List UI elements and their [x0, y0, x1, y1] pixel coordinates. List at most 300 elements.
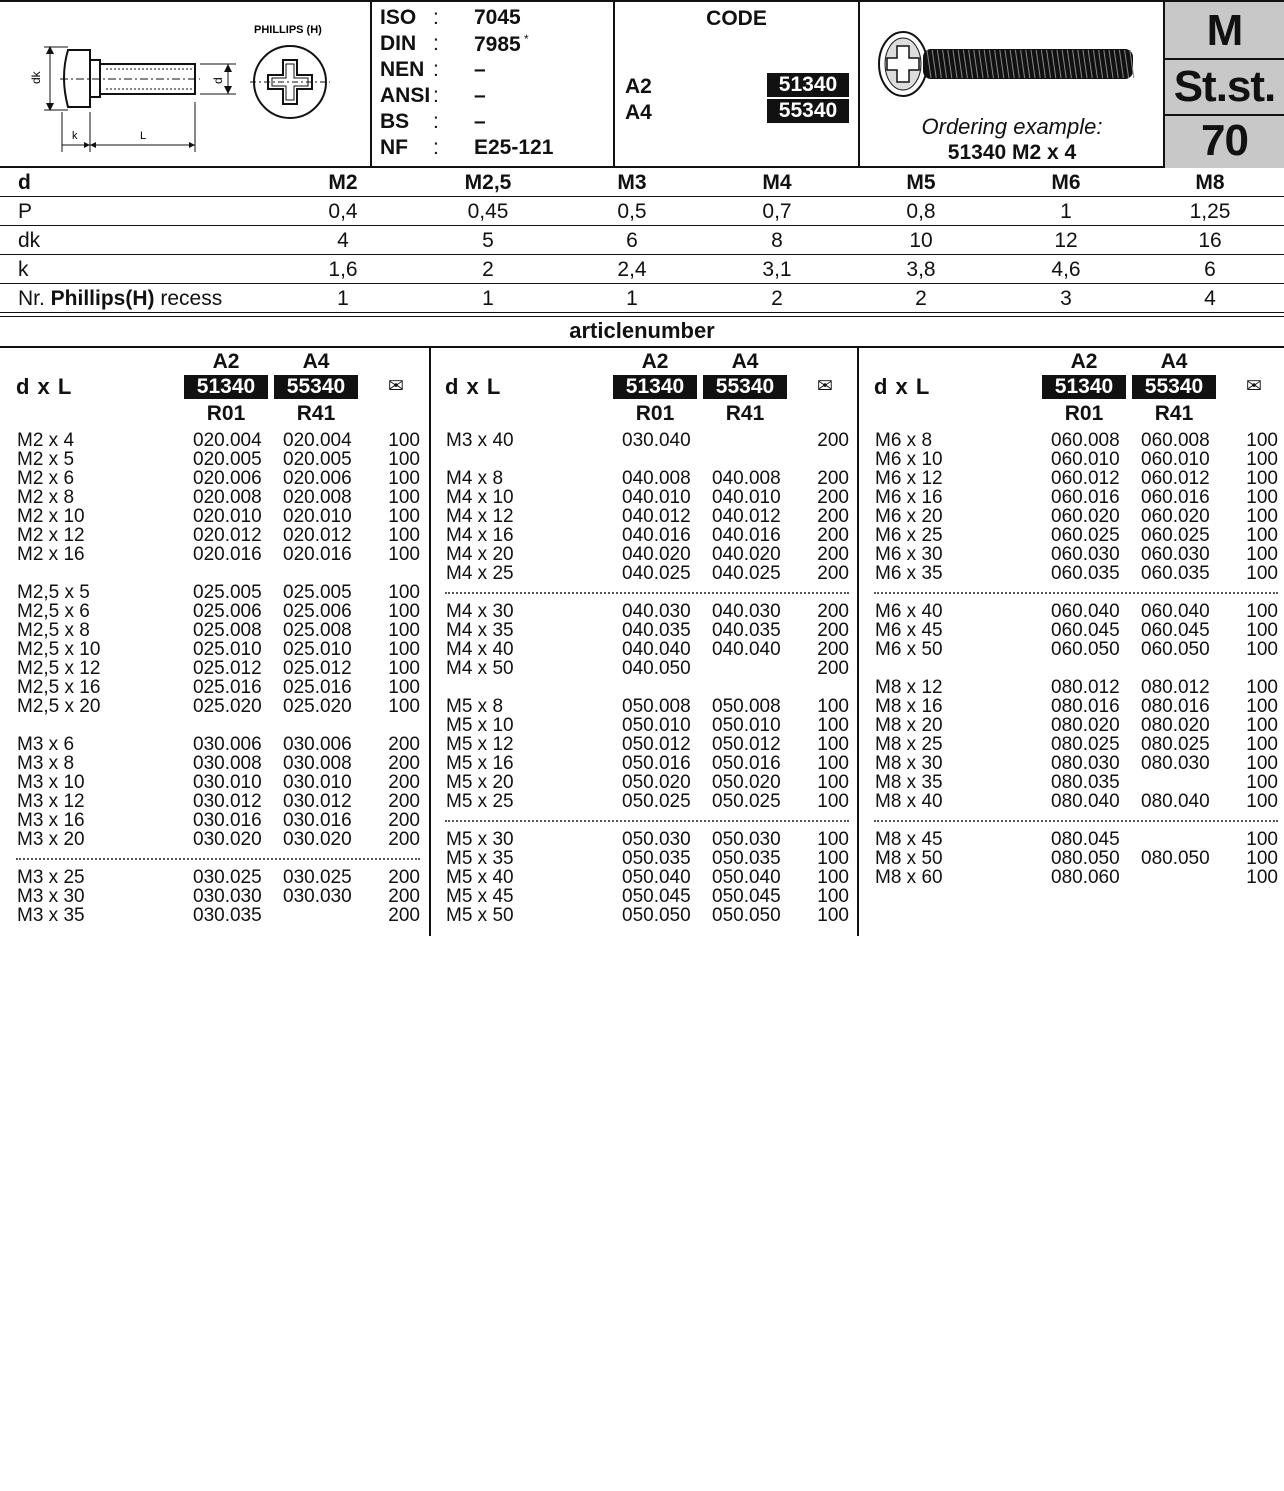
article-row	[429, 621, 855, 640]
article-dxl: M5 x 25	[446, 791, 514, 812]
article-pack-qty: 100	[1246, 677, 1278, 698]
article-dxl: M2,5 x 16	[17, 677, 101, 698]
column-dxl-label: d x L	[445, 374, 502, 399]
code-a4-badge: 55340	[767, 99, 849, 123]
article-pack-qty: 100	[388, 696, 420, 717]
spec-value: 0,4	[328, 200, 358, 223]
article-row	[0, 868, 426, 887]
article-row	[858, 697, 1284, 716]
article-dxl: M5 x 16	[446, 753, 514, 774]
article-a2-number: 050.020	[622, 772, 691, 793]
article-row	[0, 811, 426, 830]
article-a2-number: 030.016	[193, 810, 262, 831]
article-a2-number: 020.016	[193, 544, 262, 565]
article-a4-number: 030.016	[283, 810, 352, 831]
article-pack-qty: 100	[1246, 867, 1278, 888]
article-row	[0, 583, 426, 602]
article-dxl: M4 x 30	[446, 601, 514, 622]
article-row	[858, 773, 1284, 792]
column-dxl-label: d x L	[16, 374, 73, 399]
standard-value: –	[474, 110, 486, 133]
article-a2-number: 080.025	[1051, 734, 1120, 755]
article-a2-number: 080.050	[1051, 848, 1120, 869]
article-pack-qty: 100	[388, 487, 420, 508]
spec-value: 4,6	[1051, 258, 1081, 281]
column-a4-label: A4	[302, 350, 330, 373]
article-a4-number: 020.016	[283, 544, 352, 565]
article-dxl: M6 x 35	[875, 563, 943, 584]
spec-value: 4	[1204, 287, 1216, 310]
article-a2-number: 020.004	[193, 430, 262, 451]
article-a2-number: 025.010	[193, 639, 262, 660]
spec-value: 5	[482, 229, 494, 252]
standard-name: NF	[380, 136, 408, 159]
article-pack-qty: 200	[817, 544, 849, 565]
article-a4-number: 040.020	[712, 544, 781, 565]
article-pack-qty: 100	[388, 639, 420, 660]
article-dxl: M4 x 25	[446, 563, 514, 584]
article-row	[0, 678, 426, 697]
article-a4-number: 080.030	[1141, 753, 1210, 774]
group-separator	[445, 820, 849, 822]
article-pack-qty: 200	[817, 525, 849, 546]
article-a4-number: 050.010	[712, 715, 781, 736]
article-pack-qty: 100	[388, 601, 420, 622]
article-pack-qty: 200	[817, 506, 849, 527]
grade-box	[1165, 2, 1284, 168]
article-a4-number: 040.012	[712, 506, 781, 527]
article-pack-qty: 100	[817, 715, 849, 736]
article-dxl: M2 x 5	[17, 449, 75, 470]
article-row	[429, 488, 855, 507]
article-dxl: M3 x 8	[17, 753, 75, 774]
article-dxl: M8 x 40	[875, 791, 943, 812]
article-a2-number: 050.030	[622, 829, 691, 850]
standard-value: 7985 *	[474, 32, 529, 56]
article-a4-number: 020.012	[283, 525, 352, 546]
dim-k-label: k	[72, 130, 78, 142]
article-a4-number: 025.008	[283, 620, 352, 641]
article-row	[858, 602, 1284, 621]
article-a4-number: 020.010	[283, 506, 352, 527]
article-dxl: M6 x 45	[875, 620, 943, 641]
article-row	[429, 754, 855, 773]
article-a4-number: 030.010	[283, 772, 352, 793]
article-a4-number: 025.005	[283, 582, 352, 603]
article-row	[429, 735, 855, 754]
spec-header-size: M6	[1051, 171, 1081, 194]
article-a4-number: 060.012	[1141, 468, 1210, 489]
article-column-header	[429, 348, 855, 430]
spec-value: 12	[1054, 229, 1078, 252]
spec-row	[0, 255, 1284, 284]
code-grade-a2: A2	[625, 75, 652, 98]
article-dxl: M5 x 10	[446, 715, 514, 736]
article-a2-number: 060.016	[1051, 487, 1120, 508]
article-a2-number: 030.025	[193, 867, 262, 888]
spec-value: 8	[771, 229, 783, 252]
group-separator	[874, 592, 1278, 594]
article-pack-qty: 100	[1246, 696, 1278, 717]
article-dxl: M5 x 50	[446, 905, 514, 926]
article-a2-number: 020.006	[193, 468, 262, 489]
article-pack-qty: 100	[1246, 563, 1278, 584]
article-a4-number: 050.035	[712, 848, 781, 869]
standard-colon: :	[433, 58, 439, 81]
spec-header-size: M3	[617, 171, 647, 194]
article-row	[0, 830, 426, 849]
article-dxl: M4 x 10	[446, 487, 514, 508]
article-a4-number: 050.008	[712, 696, 781, 717]
article-a4-number: 025.012	[283, 658, 352, 679]
article-row	[858, 621, 1284, 640]
article-pack-qty: 100	[817, 867, 849, 888]
screw-photo-icon	[861, 2, 1163, 112]
article-a2-number: 040.025	[622, 563, 691, 584]
article-a4-number: 080.020	[1141, 715, 1210, 736]
column-a2-ref: R01	[635, 402, 675, 425]
article-dxl: M4 x 35	[446, 620, 514, 641]
spec-value: 2	[482, 258, 494, 281]
article-column	[0, 348, 426, 936]
article-dxl: M2,5 x 6	[17, 601, 90, 622]
article-a4-number: 060.030	[1141, 544, 1210, 565]
grade-type: M	[1206, 6, 1243, 55]
spec-header-size: M2	[328, 171, 358, 194]
article-dxl: M3 x 20	[17, 829, 85, 850]
article-a4-number: 040.030	[712, 601, 781, 622]
article-pack-qty: 100	[388, 468, 420, 489]
envelope-icon: ✉	[817, 376, 833, 397]
article-row	[858, 507, 1284, 526]
spec-header-size: M4	[762, 171, 792, 194]
article-pack-qty: 100	[817, 848, 849, 869]
dim-L-label: L	[140, 130, 147, 142]
article-row	[429, 830, 855, 849]
article-row	[0, 545, 426, 564]
spec-value: 3,8	[906, 258, 936, 281]
article-a2-number: 040.035	[622, 620, 691, 641]
article-pack-qty: 100	[388, 658, 420, 679]
phillips-label: PHILLIPS (H)	[254, 24, 322, 36]
spec-value: 0,7	[762, 200, 792, 223]
article-pack-qty: 200	[388, 886, 420, 907]
article-row	[858, 849, 1284, 868]
column-a2-label: A2	[641, 350, 669, 373]
article-a2-number: 080.060	[1051, 867, 1120, 888]
article-a4-number: 020.008	[283, 487, 352, 508]
spec-header-size: M5	[906, 171, 936, 194]
article-a2-number: 030.035	[193, 905, 262, 926]
article-dxl: M3 x 35	[17, 905, 85, 926]
article-dxl: M4 x 40	[446, 639, 514, 660]
article-a2-number: 040.020	[622, 544, 691, 565]
article-dxl: M3 x 16	[17, 810, 85, 831]
article-pack-qty: 100	[388, 430, 420, 451]
article-a4-number: 025.020	[283, 696, 352, 717]
article-dxl: M2,5 x 8	[17, 620, 90, 641]
article-dxl: M2,5 x 5	[17, 582, 90, 603]
spec-value: 16	[1198, 229, 1222, 252]
article-row	[0, 507, 426, 526]
article-row	[429, 849, 855, 868]
article-row	[0, 431, 426, 450]
article-a4-number: 050.025	[712, 791, 781, 812]
standard-colon: :	[433, 6, 439, 29]
article-a4-number: 040.016	[712, 525, 781, 546]
article-row	[429, 640, 855, 659]
article-a2-number: 025.016	[193, 677, 262, 698]
spec-row-label: dk	[18, 229, 41, 252]
spec-value: 0,5	[617, 200, 647, 223]
article-column	[858, 348, 1284, 936]
standard-colon: :	[433, 84, 439, 107]
standard-row	[378, 58, 613, 84]
articlenumber-heading: articlenumber	[0, 316, 1284, 348]
article-pack-qty: 200	[388, 867, 420, 888]
spec-value: 3,1	[762, 258, 792, 281]
article-a2-number: 040.010	[622, 487, 691, 508]
spec-value: 6	[1204, 258, 1216, 281]
code-block	[615, 2, 858, 168]
article-row	[858, 830, 1284, 849]
article-pack-qty: 200	[817, 601, 849, 622]
article-pack-qty: 200	[817, 430, 849, 451]
article-pack-qty: 100	[388, 525, 420, 546]
standard-value: –	[474, 84, 486, 107]
article-row	[429, 564, 855, 583]
article-dxl: M2 x 8	[17, 487, 75, 508]
article-row	[429, 906, 855, 925]
article-row	[429, 545, 855, 564]
article-dxl: M5 x 30	[446, 829, 514, 850]
envelope-icon: ✉	[388, 376, 404, 397]
article-pack-qty: 100	[817, 886, 849, 907]
article-pack-qty: 100	[1246, 525, 1278, 546]
spec-row-label-bold: Phillips(H)	[50, 287, 155, 310]
article-a4-number: 040.010	[712, 487, 781, 508]
article-dxl: M3 x 12	[17, 791, 85, 812]
article-pack-qty: 100	[817, 696, 849, 717]
article-row	[429, 469, 855, 488]
article-a4-number: 020.004	[283, 430, 352, 451]
article-a4-number: 025.006	[283, 601, 352, 622]
article-a2-number: 060.030	[1051, 544, 1120, 565]
article-a4-number: 040.040	[712, 639, 781, 660]
article-pack-qty: 100	[1246, 639, 1278, 660]
article-pack-qty: 100	[1246, 468, 1278, 489]
article-a2-number: 060.045	[1051, 620, 1120, 641]
spec-value: 2,4	[617, 258, 647, 281]
article-dxl: M3 x 40	[446, 430, 514, 451]
article-a2-number: 050.010	[622, 715, 691, 736]
article-pack-qty: 100	[817, 734, 849, 755]
standard-row	[378, 32, 613, 58]
standard-value: E25-121	[474, 136, 554, 159]
standard-colon: :	[433, 32, 439, 55]
dim-dk-label: dk	[29, 71, 43, 84]
code-title: CODE	[706, 7, 767, 30]
standard-value: –	[474, 58, 486, 81]
article-dxl: M4 x 20	[446, 544, 514, 565]
article-pack-qty: 100	[1246, 848, 1278, 869]
article-row	[429, 887, 855, 906]
article-dxl: M6 x 25	[875, 525, 943, 546]
article-a2-number: 080.040	[1051, 791, 1120, 812]
article-a2-number: 025.006	[193, 601, 262, 622]
article-a2-number: 060.025	[1051, 525, 1120, 546]
article-pack-qty: 100	[1246, 430, 1278, 451]
ordering-example-label: Ordering example:	[921, 114, 1103, 139]
article-a4-number: 050.012	[712, 734, 781, 755]
article-pack-qty: 200	[388, 829, 420, 850]
article-a2-number: 025.005	[193, 582, 262, 603]
article-a2-number: 080.012	[1051, 677, 1120, 698]
article-pack-qty: 100	[817, 753, 849, 774]
article-a2-number: 030.020	[193, 829, 262, 850]
grade-material: St.st.	[1173, 62, 1276, 111]
article-a2-number: 080.016	[1051, 696, 1120, 717]
article-dxl: M2,5 x 12	[17, 658, 101, 679]
article-row	[429, 868, 855, 887]
article-dxl: M2 x 6	[17, 468, 75, 489]
group-separator	[16, 858, 420, 860]
article-pack-qty: 200	[388, 772, 420, 793]
article-a2-number: 080.020	[1051, 715, 1120, 736]
article-dxl: M8 x 30	[875, 753, 943, 774]
article-a2-number: 020.005	[193, 449, 262, 470]
article-row	[429, 659, 855, 678]
article-row	[429, 697, 855, 716]
article-a4-number: 060.008	[1141, 430, 1210, 451]
ordering-example	[861, 2, 1163, 168]
article-dxl: M6 x 10	[875, 449, 943, 470]
article-row	[858, 868, 1284, 887]
spec-header-size: M2,5	[464, 171, 512, 194]
article-row	[0, 621, 426, 640]
article-dxl: M2,5 x 20	[17, 696, 101, 717]
article-row	[0, 906, 426, 925]
article-pack-qty: 200	[817, 620, 849, 641]
standard-row	[378, 110, 613, 136]
column-a4-label: A4	[731, 350, 759, 373]
spec-row	[0, 284, 1284, 313]
article-dxl: M2 x 4	[17, 430, 75, 451]
article-a4-number: 025.010	[283, 639, 352, 660]
article-row	[858, 431, 1284, 450]
article-pack-qty: 200	[817, 658, 849, 679]
article-a2-number: 025.012	[193, 658, 262, 679]
article-a4-number: 060.050	[1141, 639, 1210, 660]
header-block	[0, 0, 1284, 168]
article-dxl: M3 x 25	[17, 867, 85, 888]
article-a2-number: 050.008	[622, 696, 691, 717]
article-dxl: M4 x 50	[446, 658, 514, 679]
article-a2-number: 040.050	[622, 658, 691, 679]
standard-name: ANSI	[380, 84, 431, 107]
article-a4-number: 080.050	[1141, 848, 1210, 869]
article-pack-qty: 100	[1246, 829, 1278, 850]
article-row	[858, 469, 1284, 488]
article-pack-qty: 100	[1246, 620, 1278, 641]
article-pack-qty: 200	[817, 563, 849, 584]
article-row	[0, 469, 426, 488]
standards-list	[378, 6, 613, 162]
spec-value: 4	[337, 229, 349, 252]
column-a4-code-badge: 55340	[274, 375, 358, 399]
article-row	[0, 754, 426, 773]
column-a2-code-badge: 51340	[184, 375, 268, 399]
article-dxl: M3 x 6	[17, 734, 75, 755]
article-a4-number: 060.025	[1141, 525, 1210, 546]
spec-row-label: k	[18, 258, 29, 281]
article-pack-qty: 200	[388, 753, 420, 774]
article-pack-qty: 100	[1246, 487, 1278, 508]
article-a2-number: 030.006	[193, 734, 262, 755]
article-a4-number: 060.045	[1141, 620, 1210, 641]
article-a4-number: 040.035	[712, 620, 781, 641]
article-a4-number: 050.050	[712, 905, 781, 926]
article-dxl: M6 x 40	[875, 601, 943, 622]
column-a4-ref: R41	[725, 402, 765, 425]
article-pack-qty: 100	[817, 772, 849, 793]
article-row	[429, 526, 855, 545]
article-a2-number: 080.030	[1051, 753, 1120, 774]
standard-name: NEN	[380, 58, 425, 81]
article-a2-number: 040.008	[622, 468, 691, 489]
article-dxl: M8 x 20	[875, 715, 943, 736]
article-pack-qty: 100	[1246, 772, 1278, 793]
article-pack-qty: 100	[1246, 544, 1278, 565]
article-column-header	[858, 348, 1284, 430]
article-row	[858, 450, 1284, 469]
article-row	[0, 640, 426, 659]
article-pack-qty: 200	[817, 487, 849, 508]
standard-row	[378, 136, 613, 162]
article-a2-number: 060.040	[1051, 601, 1120, 622]
article-pack-qty: 100	[1246, 449, 1278, 470]
article-dxl: M8 x 50	[875, 848, 943, 869]
envelope-icon: ✉	[1246, 376, 1262, 397]
spec-value: 0,45	[467, 200, 509, 223]
article-dxl: M8 x 60	[875, 867, 943, 888]
spec-header-label: d	[18, 171, 31, 194]
article-column-header	[0, 348, 426, 430]
article-a4-number: 030.030	[283, 886, 352, 907]
standard-row	[378, 84, 613, 110]
article-dxl: M5 x 12	[446, 734, 514, 755]
spec-row	[0, 226, 1284, 255]
article-a4-number: 025.016	[283, 677, 352, 698]
spec-row	[0, 197, 1284, 226]
spec-value: 2	[915, 287, 927, 310]
article-a4-number: 050.016	[712, 753, 781, 774]
standard-colon: :	[433, 110, 439, 133]
spec-value: 1	[482, 287, 494, 310]
article-a2-number: 060.050	[1051, 639, 1120, 660]
article-pack-qty: 200	[817, 468, 849, 489]
article-a2-number: 025.020	[193, 696, 262, 717]
article-row	[429, 716, 855, 735]
article-dxl: M8 x 12	[875, 677, 943, 698]
article-pack-qty: 200	[388, 734, 420, 755]
article-a4-number: 060.016	[1141, 487, 1210, 508]
spec-value: 6	[626, 229, 638, 252]
column-dxl-label: d x L	[874, 374, 931, 399]
article-dxl: M6 x 20	[875, 506, 943, 527]
group-separator	[874, 820, 1278, 822]
article-row	[0, 659, 426, 678]
